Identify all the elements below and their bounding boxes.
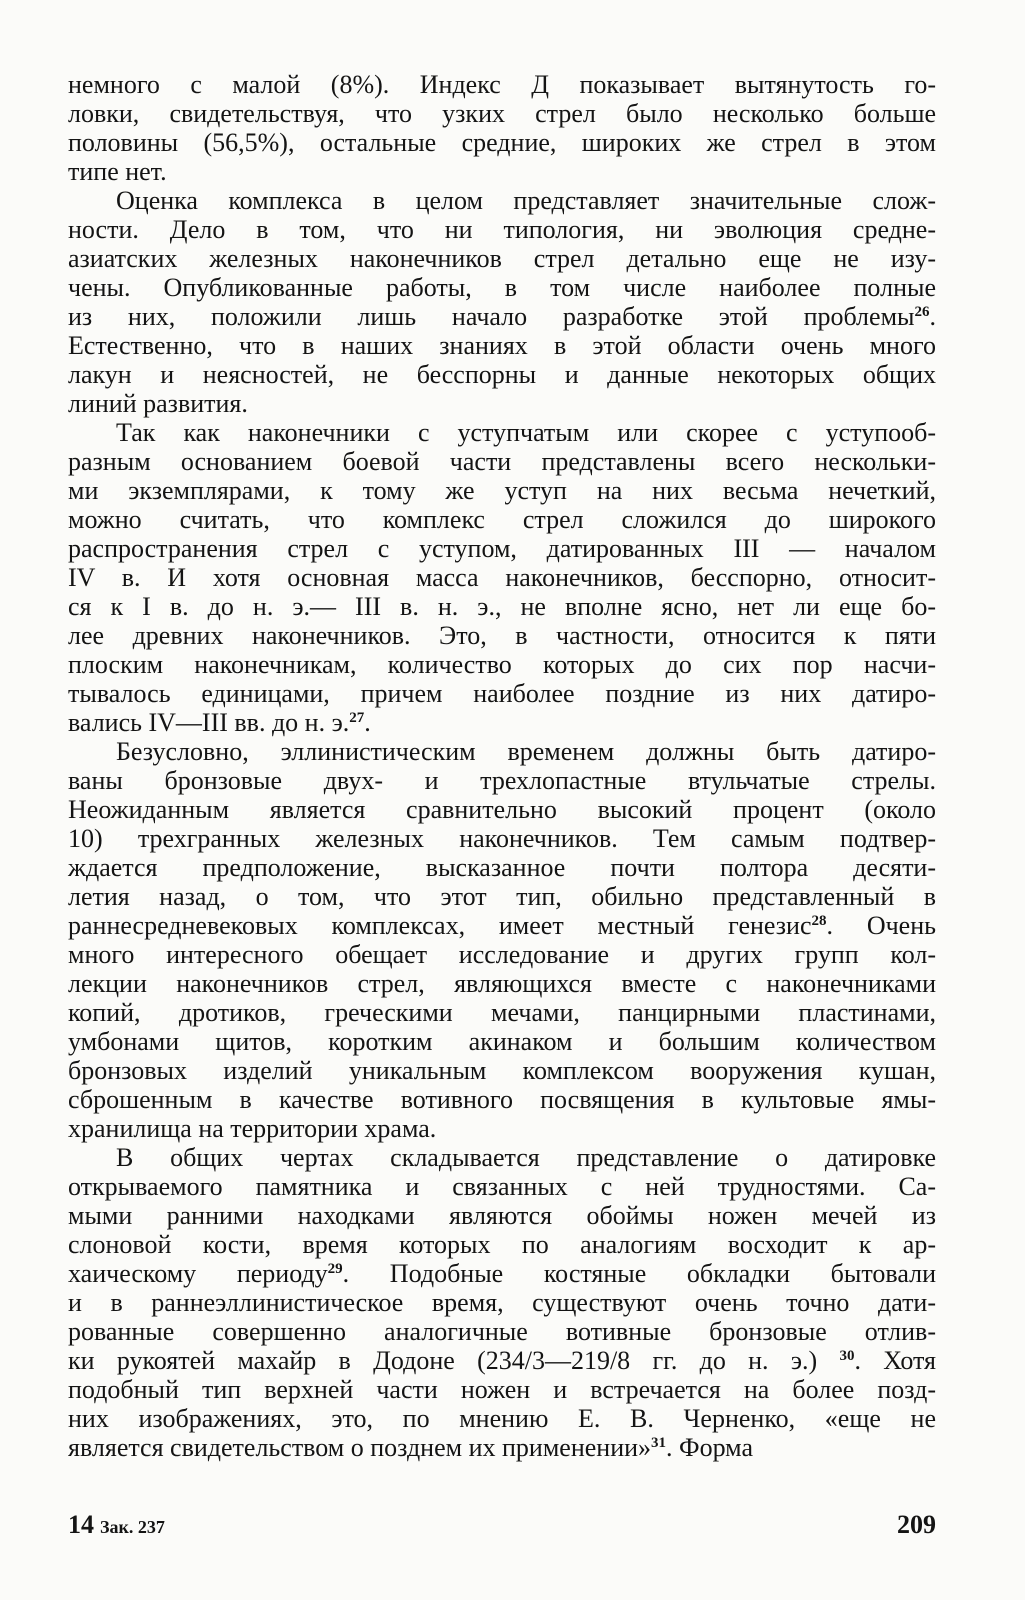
text-segment: ки рукоятей махайр в Додоне (234/3—219/8 гг. до н. э.)	[68, 1346, 840, 1375]
text-segment: рованные совершенно аналогичные вотивные бронзовые отлив-	[68, 1317, 936, 1346]
text-segment: них изображениях, это, по мнению Е. В. Черненко, «еще не	[68, 1404, 936, 1433]
text-line	[68, 1433, 936, 1462]
text-line	[68, 1172, 936, 1201]
text-line	[68, 302, 936, 331]
text-segment: IV в. И хотя основная масса наконечников, бесспорно, относит-	[68, 563, 936, 592]
footnote-ref: 26	[914, 304, 930, 320]
footnote-ref: 31	[651, 1435, 667, 1451]
text-segment: разным основанием боевой части представлены всего нескольки-	[68, 447, 936, 476]
page-number: 209	[897, 1510, 936, 1539]
text-segment: линий развития.	[68, 389, 248, 418]
signature-number: 14	[68, 1510, 94, 1539]
text-segment: лекции наконечников стрел, являющихся вместе с наконечниками	[68, 969, 936, 998]
text-segment: . Подобные костяные обкладки бытовали	[342, 1259, 936, 1288]
paragraph	[68, 186, 936, 418]
text-line	[68, 998, 936, 1027]
text-line	[68, 99, 936, 128]
page-body-text	[68, 70, 936, 1462]
text-line	[68, 331, 936, 360]
text-segment: чены. Опубликованные работы, в том числе наиболее полные	[68, 273, 936, 302]
text-line	[68, 1375, 936, 1404]
text-segment: Оценка комплекса в целом представляет значительные слож-	[116, 186, 936, 215]
text-line	[68, 534, 936, 563]
text-line	[68, 592, 936, 621]
text-segment: ждается предположение, высказанное почти полтора десяти-	[68, 853, 936, 882]
text-segment: азиатских железных наконечников стрел детально еще не изу-	[68, 244, 936, 273]
text-line	[68, 215, 936, 244]
text-segment: В общих чертах складывается представление о датировке	[116, 1143, 936, 1172]
text-segment: Безусловно, эллинистическим временем должны быть датиро-	[116, 737, 936, 766]
text-line	[68, 621, 936, 650]
text-segment: ми экземплярами, к тому же уступ на них весьма нечеткий,	[68, 476, 936, 505]
text-line	[68, 505, 936, 534]
text-segment: летия назад, о том, что этот тип, обильно представленный в	[68, 882, 936, 911]
text-segment: открываемого памятника и связанных с ней трудностями. Са-	[68, 1172, 936, 1201]
text-line	[68, 969, 936, 998]
text-segment: ности. Дело в том, что ни типология, ни эволюция средне-	[68, 215, 936, 244]
text-line	[68, 1027, 936, 1056]
text-line	[68, 940, 936, 969]
text-line	[68, 1230, 936, 1259]
text-segment: половины (56,5%), остальные средние, широких же стрел в этом	[68, 128, 936, 157]
text-line	[68, 1143, 936, 1172]
text-line	[68, 1404, 936, 1433]
text-line	[68, 650, 936, 679]
text-segment: лакун и неясностей, не бесспорны и данные некоторых общих	[68, 360, 936, 389]
text-line	[68, 273, 936, 302]
text-line	[68, 418, 936, 447]
text-segment: 10) трехгранных железных наконечников. Тем самым подтвер-	[68, 824, 936, 853]
text-line	[68, 737, 936, 766]
text-segment: раннесредневековых комплексах, имеет местный генезис	[68, 911, 812, 940]
text-line	[68, 1056, 936, 1085]
text-segment: ловки, свидетельствуя, что узких стрел было несколько больше	[68, 99, 936, 128]
footnote-ref: 30	[839, 1348, 855, 1364]
text-segment: копий, дротиков, греческими мечами, панцирными пластинами,	[68, 998, 936, 1027]
text-line	[68, 853, 936, 882]
text-segment: . Хотя	[854, 1346, 936, 1375]
text-segment: Естественно, что в наших знаниях в этой области очень много	[68, 331, 936, 360]
text-segment: хранилища на территории храма.	[68, 1114, 437, 1143]
text-segment: типе нет.	[68, 157, 167, 186]
text-line	[68, 389, 936, 418]
text-line	[68, 128, 936, 157]
text-segment: мыми ранними находками являются обоймы ножен мечей из	[68, 1201, 936, 1230]
text-segment: много интересного обещает исследование и других групп кол-	[68, 940, 936, 969]
text-segment: можно считать, что комплекс стрел сложился до широкого	[68, 505, 936, 534]
text-line	[68, 360, 936, 389]
page-footer	[68, 1510, 936, 1550]
paragraph	[68, 737, 936, 1143]
footnote-ref: 28	[811, 913, 827, 929]
footnote-ref: 29	[327, 1261, 343, 1277]
text-line	[68, 70, 936, 99]
text-segment: ся к I в. до н. э.— III в. н. э., не вполне ясно, нет ли еще бо-	[68, 592, 936, 621]
paragraph	[68, 1143, 936, 1462]
text-segment: умбонами щитов, коротким акинаком и большим количеством	[68, 1027, 936, 1056]
text-line	[68, 1114, 936, 1143]
text-segment: . Форма	[666, 1433, 753, 1462]
text-line	[68, 766, 936, 795]
text-line	[68, 795, 936, 824]
text-segment: ваны бронзовые двух- и трехлопастные втульчатые стрелы.	[68, 766, 936, 795]
text-segment: вались IV—III вв. до н. э.	[68, 708, 350, 737]
text-segment: . Очень	[826, 911, 936, 940]
text-line	[68, 1317, 936, 1346]
text-segment: тывалось единицами, причем наиболее поздние из них датиро-	[68, 679, 936, 708]
text-line	[68, 244, 936, 273]
text-segment: .	[929, 302, 936, 331]
text-line	[68, 186, 936, 215]
text-line	[68, 157, 936, 186]
printer-signature	[68, 1510, 165, 1542]
text-segment: Неожиданным является сравнительно высокий процент (около	[68, 795, 936, 824]
text-line	[68, 563, 936, 592]
paragraph	[68, 418, 936, 737]
text-segment: слоновой кости, время которых по аналогиям восходит к ар-	[68, 1230, 936, 1259]
text-segment: немного с малой (8%). Индекс Д показывает вытянутость го-	[68, 70, 936, 99]
text-line	[68, 679, 936, 708]
text-segment: бронзовых изделий уникальным комплексом вооружения кушан,	[68, 1056, 936, 1085]
text-segment: хаическому периоду	[68, 1259, 328, 1288]
text-line	[68, 824, 936, 853]
text-segment: из них, положили лишь начало разработке этой проблемы	[68, 302, 915, 331]
text-segment: .	[364, 708, 371, 737]
text-line	[68, 476, 936, 505]
text-line	[68, 1288, 936, 1317]
signature-order-text: Зак. 237	[100, 1517, 165, 1537]
text-line	[68, 911, 936, 940]
text-line	[68, 1346, 936, 1375]
text-line	[68, 708, 936, 737]
text-segment: является свидетельством о позднем их применении»	[68, 1433, 652, 1462]
paragraph	[68, 70, 936, 186]
text-segment: и в раннеэллинистическое время, существуют очень точно дати-	[68, 1288, 936, 1317]
text-line	[68, 447, 936, 476]
text-line	[68, 1085, 936, 1114]
text-segment: Так как наконечники с уступчатым или скорее с уступооб-	[116, 418, 936, 447]
text-segment: подобный тип верхней части ножен и встречается на более позд-	[68, 1375, 936, 1404]
footnote-ref: 27	[349, 710, 365, 726]
text-segment: сброшенным в качестве вотивного посвящения в культовые ямы-	[68, 1085, 936, 1114]
text-segment: распространения стрел с уступом, датированных III — началом	[68, 534, 936, 563]
text-segment: плоским наконечникам, количество которых до сих пор насчи-	[68, 650, 936, 679]
text-line	[68, 1259, 936, 1288]
text-line	[68, 882, 936, 911]
text-line	[68, 1201, 936, 1230]
text-segment: лее древних наконечников. Это, в частности, относится к пяти	[68, 621, 936, 650]
